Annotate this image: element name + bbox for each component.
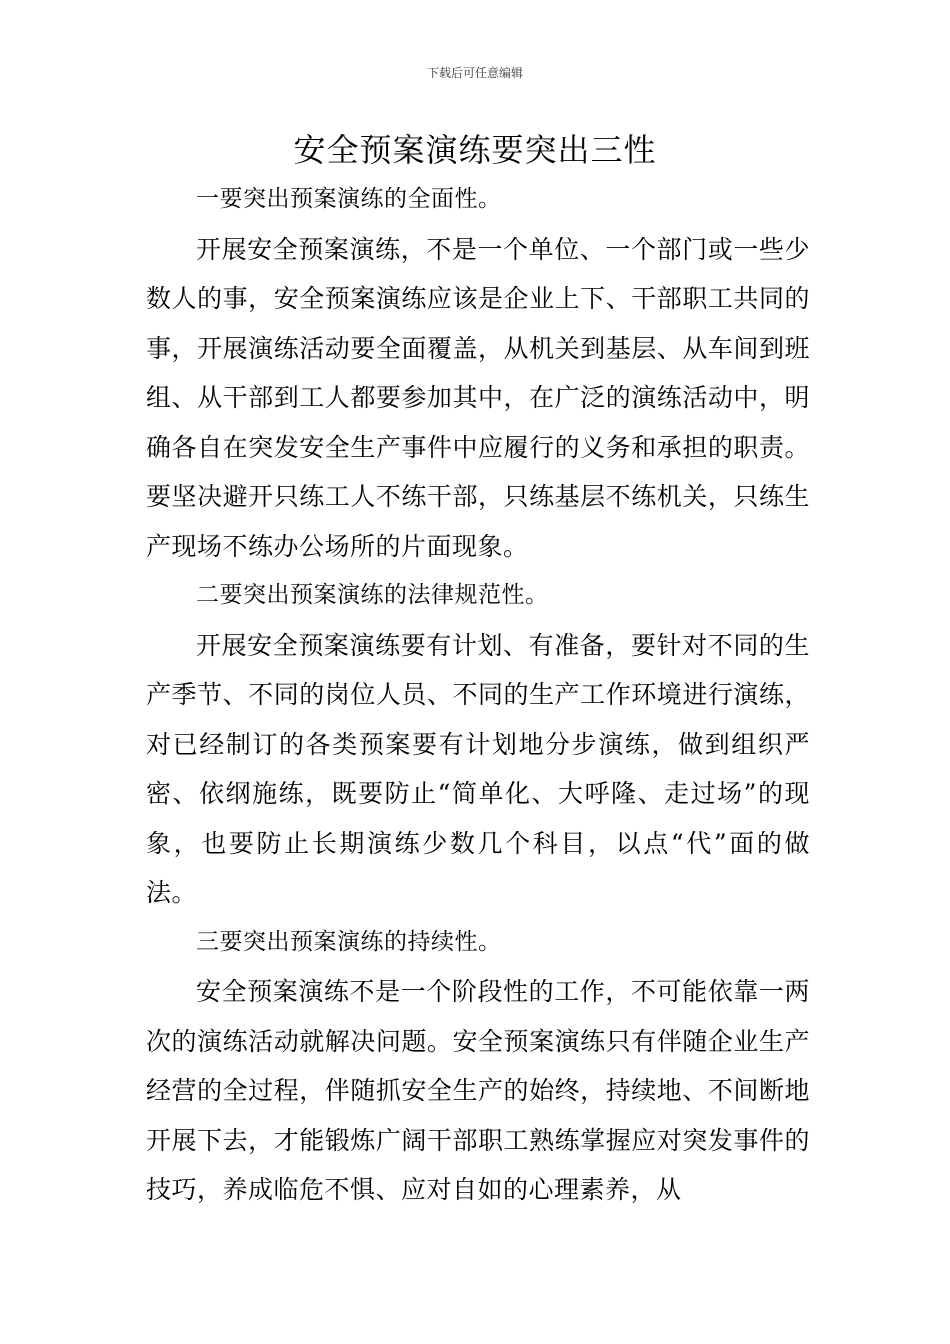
section-heading-1: 一要突出预案演练的全面性。	[196, 186, 502, 212]
section-heading-2: 二要突出预案演练的法律规范性。	[196, 582, 549, 608]
section-heading-3: 三要突出预案演练的持续性。	[196, 928, 502, 955]
section-paragraph-2: 开展安全预案演练要有计划、有准备，要针对不同的生产季节、不同的岗位人员、不同的生产工作环境进行演练，对已经制订的各类预案要有计划地分步演练，做到组织严密、依纲施练，既要防止“简单化、大呼隆、走过场”的现象，也要防止长期演练少数几个科目，以点“代”面的做法。	[146, 630, 810, 907]
document-title: 安全预案演练要突出三性	[293, 131, 657, 169]
section-paragraph-3: 安全预案演练不是一个阶段性的工作，不可能依靠一两次的演练活动就解决问题。安全预案演练只有伴随企业生产经营的全过程，伴随抓安全生产的始终，持续地、不间断地开展下去，才能锻炼广阔干部职工熟练掌握应对突发事件的技巧，养成临危不惧、应对自如的心理素养，从	[146, 977, 810, 1204]
section-paragraph-1: 开展安全预案演练，不是一个单位、一个部门或一些少数人的事，安全预案演练应该是企业上下、干部职工共同的事，开展演练活动要全面覆盖，从机关到基层、从车间到班组、从干部到工人都要参加其中，在广泛的演练活动中，明确各自在突发安全生产事件中应履行的义务和承担的职责。要坚决避开只练工人不练干部，只练基层不练机关，只练生产现场不练办公场所的片面现象。	[146, 234, 810, 561]
header-note: 下载后可任意编辑	[426, 66, 523, 80]
document-body	[146, 175, 810, 1215]
